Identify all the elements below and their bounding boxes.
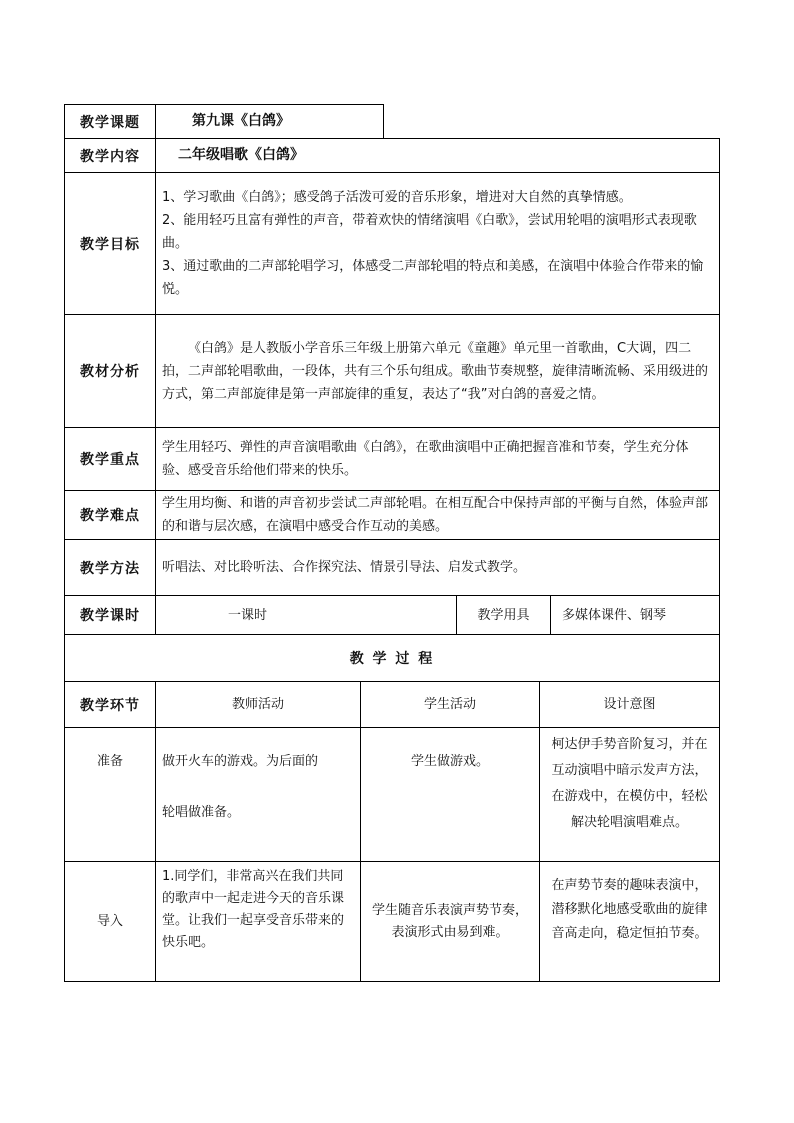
step-teacher (156, 728, 360, 861)
objective-item: 1、学习歌曲《白鸽》；感受鸽子活泼可爱的音乐形象，增进对大自然的真挚情感。 (162, 190, 632, 205)
step-teacher (156, 862, 360, 981)
step-teacher-line: 1.同学们，非常高兴在我们共同的歌声中一起走进今天的音乐课堂。让我们一起享受音乐带来的快乐吧。 (162, 869, 345, 950)
topic-value: 第九课《白鸽》 (192, 113, 290, 129)
tools-value: 多媒体课件、钢琴 (562, 607, 667, 623)
step-teacher-line: 轮唱做准备。 (162, 805, 241, 820)
process-header-intent: 设计意图 (603, 697, 656, 712)
table-border (550, 595, 551, 635)
objectives-list (162, 186, 713, 301)
step-intent-text: 在声势节奏的趣味表演中，潜移默化地感受歌曲的旋律音高走向，稳定恒拍节奏。 (551, 878, 708, 941)
step-student: 学生做游戏。 (410, 754, 489, 769)
table-border (64, 981, 720, 982)
analysis-value (156, 315, 719, 427)
step-stage: 准备 (96, 754, 123, 769)
analysis-label: 教材分析 (80, 364, 140, 380)
process-title: 教 学 过 程 (349, 651, 435, 667)
process-header-stage: 教学环节 (80, 697, 140, 714)
step-stage: 导入 (96, 914, 123, 929)
methods-value: 听唱法、对比聆听法、合作探究法、情景引导法、启发式教学。 (162, 560, 527, 575)
key-points-label: 教学重点 (80, 452, 140, 468)
difficulties-value (156, 491, 719, 539)
difficulties-text: 学生用均衡、和谐的声音初步尝试二声部轮唱。在相互配合中保持声部的平衡与自然，体验声部的和谐与层次感，在演唱中感受合作互动的美感。 (162, 496, 709, 534)
process-header-student: 学生活动 (423, 697, 476, 712)
hours-value: 一课时 (228, 607, 268, 623)
difficulties-label: 教学难点 (80, 508, 140, 524)
content-label: 教学内容 (80, 148, 140, 165)
step-teacher-line: 做开火车的游戏。为后面的 (162, 754, 319, 769)
step-teacher-lines (162, 748, 318, 826)
content-value: 二年级唱歌《白鸽》 (178, 147, 304, 163)
step-student (361, 862, 539, 981)
analysis-text: 《白鸽》是人教版小学音乐三年级上册第六单元《童趣》单元里一首歌曲，C大调，四二拍，二声部轮唱歌曲，一段体，共有三个乐句组成。歌曲节奏规整，旋律清晰流畅、采用级进的方式，第二声部旋律是第一声部旋律的重复，表达了“我”对白鸽的喜爱之情。 (162, 340, 709, 402)
tools-label: 教学用具 (477, 607, 530, 623)
topic-label: 教学课题 (80, 114, 140, 131)
step-student-text: 学生随音乐表演声势节奏，表演形式由易到难。 (371, 902, 528, 940)
step-intent (540, 862, 719, 981)
process-header-teacher: 教师活动 (231, 697, 284, 712)
step-intent-text: 柯达伊手势音阶复习，并在互动演唱中暗示发声方法，在游戏中，在模仿中，轻松解决轮唱演唱难点。 (551, 737, 708, 830)
key-points-text: 学生用轻巧、弹性的声音演唱歌曲《白鸽》，在歌曲演唱中正确把握音准和节奏，学生充分体验、感受音乐给他们带来的快乐。 (162, 440, 689, 478)
table-border (383, 104, 384, 138)
objective-item: 3、通过歌曲的二声部轮唱学习，体感受二声部轮唱的特点和美感，在演唱中体验合作带来的愉悦。 (162, 259, 704, 297)
methods-label: 教学方法 (80, 560, 140, 577)
table-border (719, 138, 720, 982)
step-intent (540, 728, 719, 861)
hours-label: 教学课时 (80, 608, 140, 624)
objectives-value (156, 173, 719, 314)
objectives-label: 教学目标 (80, 236, 140, 253)
objective-item: 2、能用轻巧且富有弹性的声音，带着欢快的情绪演唱《白歌》，尝试用轮唱的演唱形式表现歌曲。 (162, 213, 697, 251)
key-points-value (156, 428, 719, 490)
